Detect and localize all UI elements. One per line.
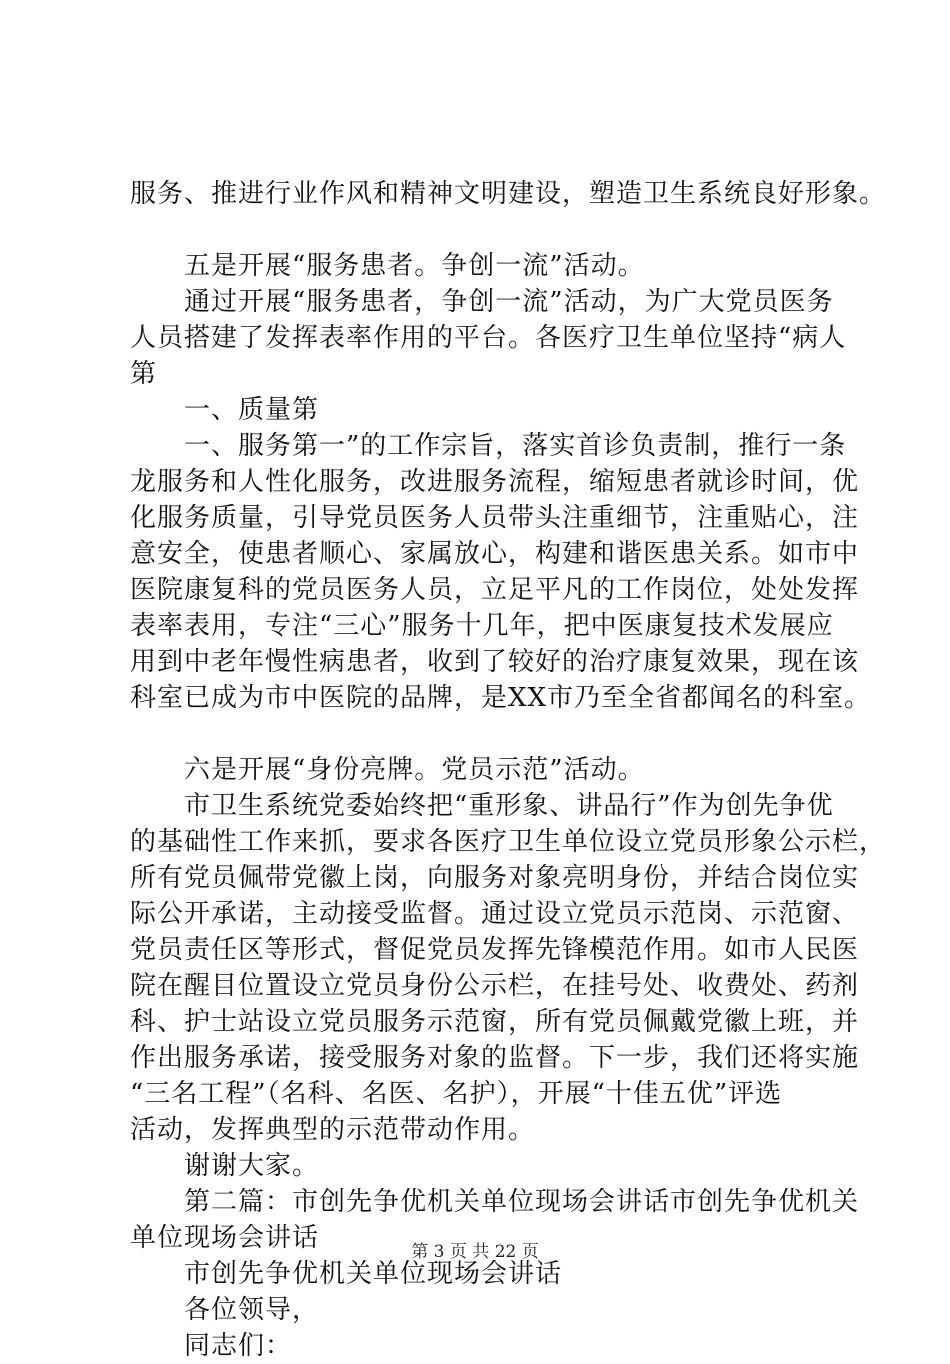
text-line: 第二篇：市创先争优机关单位现场会讲话市创先争优机关 bbox=[130, 1187, 860, 1217]
text-line: “三名工程”（名科、名医、名护），开展“十佳五优”评选 bbox=[130, 1079, 783, 1109]
text-line: 际公开承诺，主动接受监督。通过设立党员示范岗、示范窗、 bbox=[130, 899, 860, 929]
text-line: 科室已成为市中医院的品牌，是XX市乃至全省都闻名的科室。 bbox=[130, 683, 872, 713]
text-line: 市卫生系统党委始终把“重形象、讲品行”作为创先争优 bbox=[130, 791, 834, 821]
document-body bbox=[130, 176, 887, 1364]
text-line: 一、质量第 bbox=[130, 395, 320, 425]
text-line: 各位领导， bbox=[130, 1295, 320, 1325]
text-line: 所有党员佩带党徽上岗，向服务对象亮明身份，并结合岗位实 bbox=[130, 863, 860, 893]
text-line: 科、护士站设立党员服务示范窗，所有党员佩戴党徽上班，并 bbox=[130, 1007, 860, 1037]
text-line: 同志们： bbox=[130, 1331, 293, 1361]
text-line: 一、服务第一”的工作宗旨，落实首诊负责制，推行一条 bbox=[130, 431, 847, 461]
text-line: 活动，发挥典型的示范带动作用。 bbox=[130, 1115, 536, 1145]
text-line: 五是开展“服务患者。争创一流”活动。 bbox=[130, 251, 645, 281]
text-line: 六是开展“身份亮牌。党员示范”活动。 bbox=[130, 755, 645, 785]
text-line: 市创先争优机关单位现场会讲话 bbox=[130, 1259, 563, 1289]
text-line: 表率表用，专注“三心”服务十几年，把中医康复技术发展应 bbox=[130, 611, 834, 641]
text-line: 龙服务和人性化服务，改进服务流程，缩短患者就诊时间，优 bbox=[130, 467, 860, 497]
paragraph-gap bbox=[130, 716, 860, 752]
text-line: 作出服务承诺，接受服务对象的监督。下一步，我们还将实施 bbox=[130, 1043, 860, 1073]
text-line: 的基础性工作来抓，要求各医疗卫生单位设立党员形象公示栏， bbox=[130, 827, 887, 857]
text-line: 医院康复科的党员医务人员，立足平凡的工作岗位，处处发挥 bbox=[130, 575, 860, 605]
text-line: 院在醒目位置设立党员身份公示栏，在挂号处、收费处、药剂 bbox=[130, 971, 860, 1001]
page-number-footer: 第 3 页 共 22 页 bbox=[411, 1242, 539, 1262]
text-line: 意安全，使患者顺心、家属放心，构建和谐医患关系。如市中 bbox=[130, 539, 860, 569]
text-line: 党员责任区等形式，督促党员发挥先锋模范作用。如市人民医 bbox=[130, 935, 860, 965]
paragraph-gap bbox=[130, 212, 860, 248]
text-line: 单位现场会讲话 bbox=[130, 1223, 320, 1253]
text-line: 用到中老年慢性病患者，收到了较好的治疗康复效果，现在该 bbox=[130, 647, 860, 677]
text-line: 谢谢大家。 bbox=[130, 1151, 320, 1181]
text-line: 化服务质量，引导党员医务人员带头注重细节，注重贴心，注 bbox=[130, 503, 860, 533]
text-line: 服务、推进行业作风和精神文明建设，塑造卫生系统良好形象。 bbox=[130, 179, 887, 209]
text-line: 通过开展“服务患者，争创一流”活动，为广大党员医务 bbox=[130, 287, 834, 317]
text-line: 人员搭建了发挥表率作用的平台。各医疗卫生单位坚持“病人 bbox=[130, 323, 847, 353]
text-line: 第 bbox=[130, 359, 158, 389]
